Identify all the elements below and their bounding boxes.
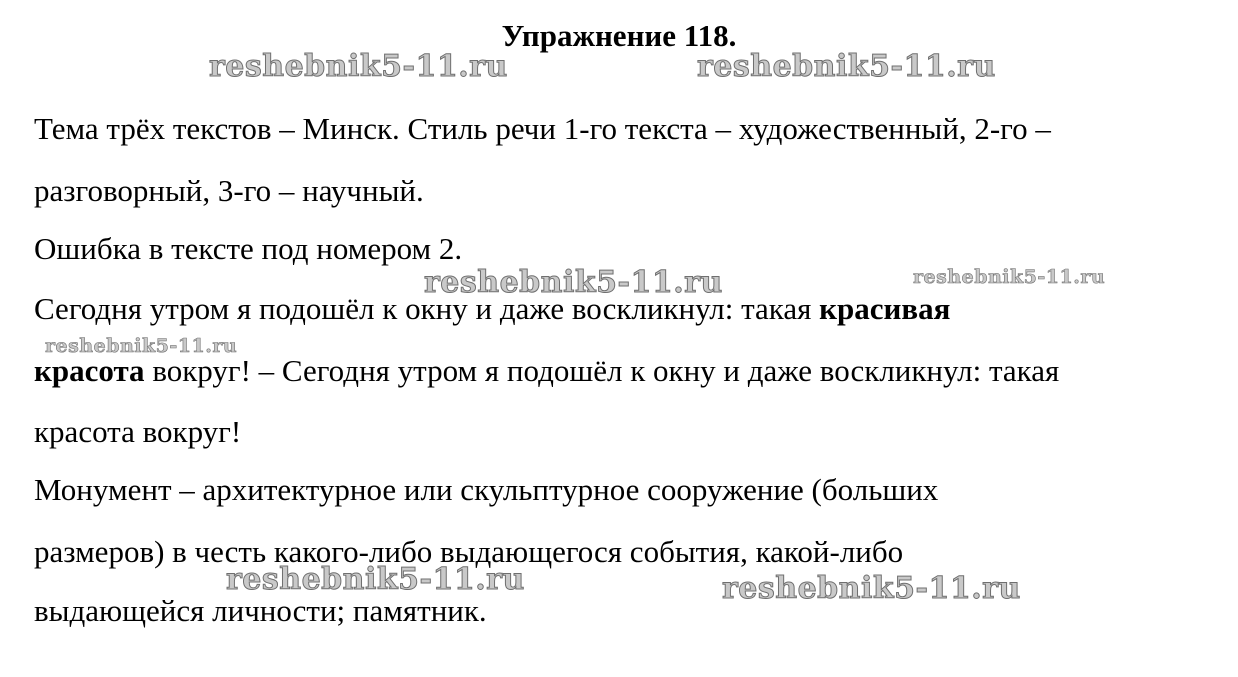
watermark: reshebnik5-11.ru [722, 571, 1021, 606]
text-line: Тема трёх текстов – Минск. Стиль речи 1-го текста – художественный, 2-го – [34, 111, 1051, 146]
sentence-text: Сегодня утром я подошёл к окну и даже воскликнул: такая [34, 291, 820, 326]
exercise-title: Упражнение 118. [501, 18, 737, 53]
watermark: reshebnik5-11.ru [45, 335, 238, 357]
sentence-tail: вокруг! – Сегодня утром я подошёл к окну и даже воскликнул: такая [144, 353, 1060, 388]
watermark: reshebnik5-11.ru [226, 562, 525, 597]
text-line: Ошибка в тексте под номером 2. [34, 231, 463, 266]
text-line: Монумент – архитектурное или скульптурное сооружение (больших [34, 472, 939, 507]
watermark: reshebnik5-11.ru [697, 49, 996, 84]
sentence-line-continued [34, 351, 1059, 391]
watermark: reshebnik5-11.ru [913, 266, 1106, 288]
text-line: размеров) в честь какого-либо выдающегося события, какой-либо [34, 534, 904, 569]
text-line: разговорный, 3-го – научный. [34, 173, 424, 208]
text-line: выдающейся личности; памятник. [34, 593, 487, 628]
text-line: красота вокруг! [34, 414, 242, 449]
watermark: reshebnik5-11.ru [424, 265, 723, 300]
watermark: reshebnik5-11.ru [209, 49, 508, 84]
sentence-line [34, 289, 950, 329]
bold-word-krasota: красота [34, 353, 145, 388]
bold-word-krasivaya: красивая [819, 291, 951, 326]
